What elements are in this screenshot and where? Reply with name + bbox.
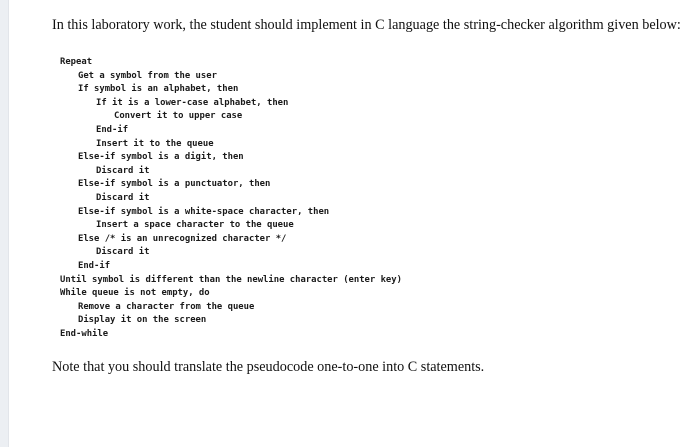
- intro-paragraph: In this laboratory work, the student should implement in C language the string-checker algorithm given below:: [52, 17, 681, 33]
- pseudocode-line: End-if: [96, 124, 129, 135]
- pseudocode-line: Discard it: [96, 165, 150, 176]
- pseudocode-line: Else-if symbol is a punctuator, then: [78, 179, 271, 190]
- pseudocode-line: Else-if symbol is a digit, then: [78, 152, 244, 163]
- pseudocode-line: End-while: [60, 328, 109, 339]
- pseudocode-line: End-if: [78, 260, 111, 271]
- pseudocode-line: If it is a lower-case alphabet, then: [96, 97, 289, 108]
- pseudocode-line: Insert it to the queue: [96, 138, 214, 149]
- pseudocode-line: If symbol is an alphabet, then: [78, 84, 239, 95]
- pseudocode-line: Else /* is an unrecognized character */: [78, 233, 287, 244]
- pseudocode-line: Get a symbol from the user: [78, 70, 217, 81]
- pseudocode-line: Insert a space character to the queue: [96, 220, 294, 231]
- pseudocode-line: Display it on the screen: [78, 315, 207, 326]
- pseudocode-line: While queue is not empty, do: [60, 288, 210, 299]
- pseudocode-line: Remove a character from the queue: [78, 301, 255, 312]
- note-paragraph: Note that you should translate the pseudocode one-to-one into C statements.: [52, 359, 485, 375]
- pseudocode-line: Else-if symbol is a white-space character, then: [78, 206, 330, 217]
- pseudocode-block: [60, 56, 402, 341]
- pseudocode-line: Discard it: [96, 192, 150, 203]
- pseudocode-line: Convert it to upper case: [114, 111, 243, 122]
- pseudocode-line: Repeat: [60, 57, 93, 67]
- pseudocode-line: Discard it: [96, 247, 150, 258]
- pseudocode-line: Until symbol is different than the newline character (enter key): [60, 274, 402, 285]
